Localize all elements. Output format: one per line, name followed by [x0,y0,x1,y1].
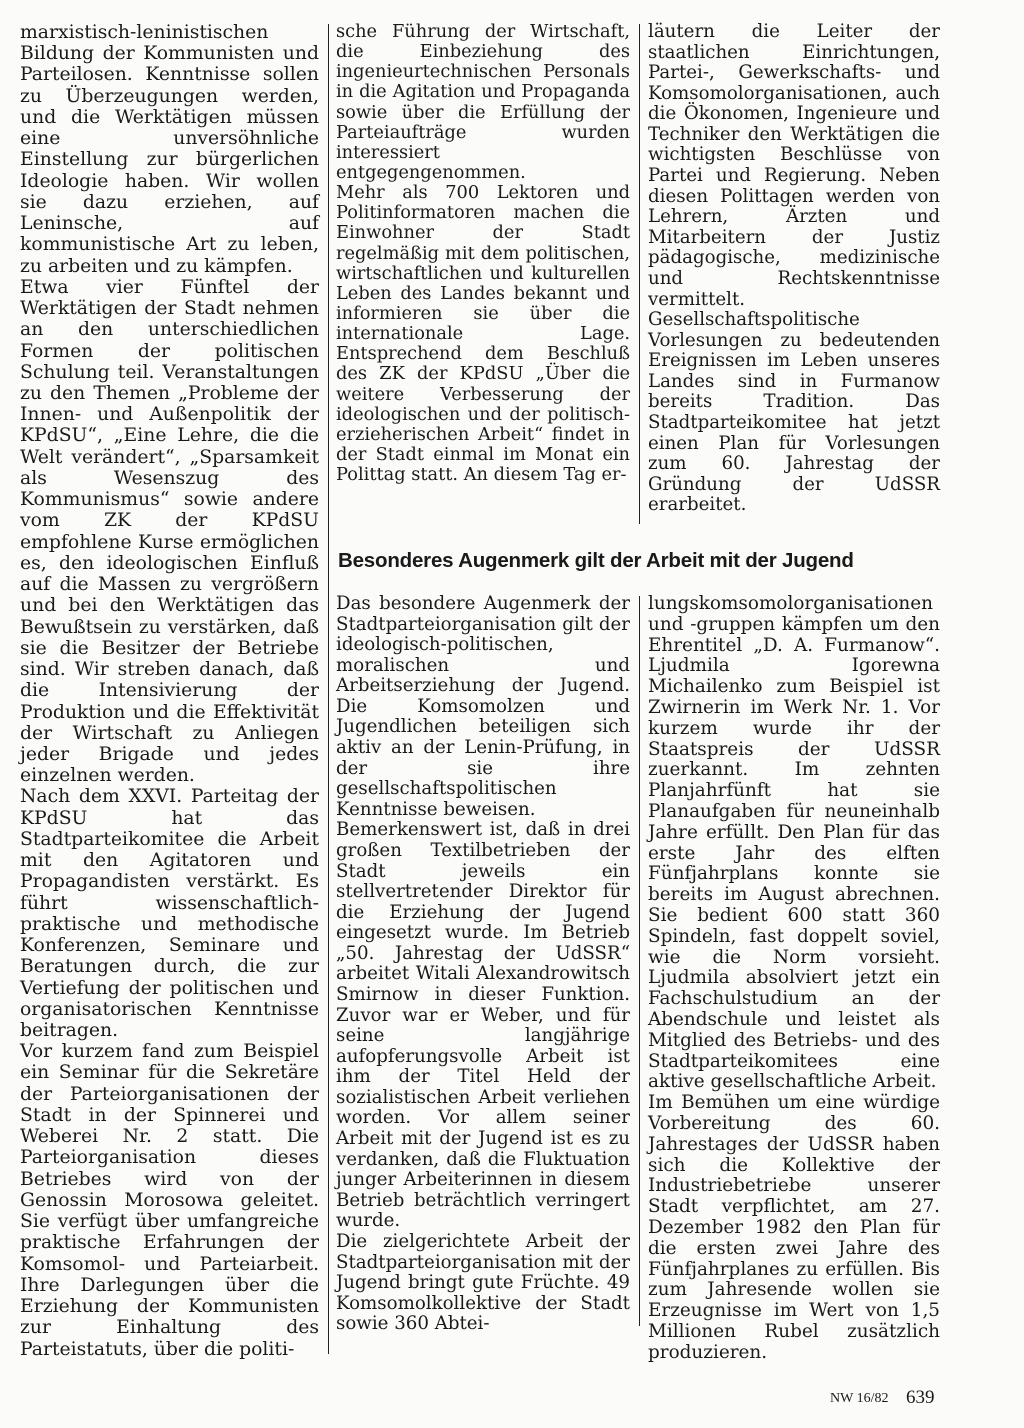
paragraph: läutern die Leiter der staatlichen Einrichtungen, Partei-, Gewerkschafts- und Komsomolorganisationen, auch die Ökonomen, Ingenieure und Techniker den Werktätigen die wichtigsten Beschlüsse von Partei und Regierung. Neben diesen Polittagen werden von Lehrern, Ärzten und Mitarbeitern der Justiz pädagogische, medizinische und Rechtskenntnisse vermittelt. [648,21,940,310]
column-divider [639,596,640,1326]
column-divider [328,24,329,1354]
paragraph: Bemerkenswert ist, daß in drei großen Textilbetrieben der Stadt jeweils ein stellvertretender Direktor für die Erziehung der Jugend eingesetzt wurde. Im Betrieb „50. Jahrestag der UdSSR“ arbeitet Witali Alexandrowitsch Smirnow in dieser Funktion. Zuvor war er Weber, und für seine langjährige aufopferungsvolle Arbeit ist ihm der Titel Held der sozialistischen Arbeit verliehen worden. Vor allem seiner Arbeit mit der Jugend ist es zu verdanken, daß die Fluktuation junger Arbeiterinnen in diesem Betrieb beträchtlich verringert wurde. [336,819,630,1232]
paragraph: Das besondere Augenmerk der Stadtparteiorganisation gilt der ideologisch-politischen, moralischen und Arbeitserziehung der Jugend. Die Komsomolzen und Jugendlichen beteiligen sich aktiv an der Lenin-Prüfung, in der sie ihre gesellschaftspolitischen Kenntnisse beweisen. [336,593,630,820]
issue-label: NW 16/82 [830,1391,889,1406]
paragraph: Nach dem XXVI. Parteitag der KPdSU hat das Stadtparteikomitee die Arbeit mit den Agitatoren und Propagandisten verstärkt. Es führt wissenschaftlich-praktische und methodische Konferenzen, Seminare und Beratungen durch, die zur Vertiefung der politischen und organisatorischen Kenntnisse beitragen. [20,786,319,1042]
article-column-2 [336,22,630,485]
page-number: 639 [906,1387,935,1408]
article-column-4 [336,594,630,1335]
paragraph: Gesellschaftspolitische Vorlesungen zu bedeutenden Ereignissen im Leben unseres Landes sind in Furmanow bereits Tradition. Das Stadtparteikomitee hat jetzt einen Plan für Vorlesungen zum 60. Jahrestag der Gründung der UdSSR erarbeitet. [648,309,940,516]
article-column-3 [648,22,940,516]
paragraph: Etwa vier Fünftel der Werktätigen der Stadt nehmen an den unterschiedlichen Formen der politischen Schulung teil. Veranstaltungen zu den Themen „Probleme der Innen- und Außenpolitik der KPdSU“, „Eine Lehre, die die Welt verändert“, „Sparsamkeit als Wesenszug des Kommunismus“ sowie andere vom ZK der KPdSU empfohlene Kurse ermöglichen es, den ideologischen Einfluß auf die Massen zu vergrößern und bei den Werktätigen das Bewußtsein zu verstärken, daß sie die Besitzer der Betriebe sind. Wir streben danach, daß die Intensivierung der Produktion und die Effektivität der Wirtschaft zu Anliegen jeder Brigade und jedes einzelnen werden. [20,276,319,787]
article-column-5 [648,594,940,1363]
article-column-1 [20,22,319,1360]
paragraph: lungskomsomolorganisationen und -gruppen kämpfen um den Ehrentitel „D. A. Furmanow“. Ljudmila Igorewna Michailenko zum Beispiel ist Zwirnerin im Werk Nr. 1. Vor kurzem wurde ihr der Staatspreis der UdSSR zuerkannt. Im zehnten Planjahrfünft hat sie Planaufgaben für neuneinhalb Jahre erfüllt. Den Plan für das erste Jahr des elften Fünfjahrplans konnte sie bereits im August abrechnen. Sie bedient 600 statt 360 Spindeln, fast doppelt soviel, wie die Norm vorsieht. Ljudmila absolviert jetzt ein Fachschulstudium an der Abendschule und leistet als Mitglied des Betriebs- und des Stadtparteikomitees eine aktive gesellschaftliche Arbeit. [648,593,940,1093]
paragraph: Im Bemühen um eine würdige Vorbereitung des 60. Jahrestages der UdSSR haben sich die Kollektive der Industriebetriebe unserer Stadt verpflichtet, am 27. Dezember 1982 den Plan für die ersten zwei Jahre des Fünfjahrplanes zu erfüllen. Bis zum Jahresende wollen sie Erzeugnisse im Wert von 1,5 Millionen Rubel zusätzlich produzieren. [648,1092,940,1363]
paragraph: Mehr als 700 Lektoren und Politinformatoren machen die Einwohner der Stadt regelmäßig mit dem politischen, wirtschaftlichen und kulturellen Leben des Landes bekannt und informieren sie über die internationale Lage. Entsprechend dem Beschluß des ZK der KPdSU „Über die weitere Verbesserung der ideologischen und der politisch-erzieherischen Arbeit“ findet in der Stadt einmal im Monat ein Polittag statt. An diesem Tag er- [336,182,630,486]
paragraph: Vor kurzem fand zum Beispiel ein Seminar für die Sekretäre der Parteiorganisationen der Stadt in der Spinnerei und Weberei Nr. 2 statt. Die Parteiorganisation dieses Betriebes wird von der Genossin Morosowa geleitet. Sie verfügt über umfangreiche praktische Erfahrungen der Komsomol- und Parteiarbeit. Ihre Darlegungen über die Erziehung der Kommunisten zur Einhaltung des Parteistatuts, über die politi- [20,1041,319,1360]
paragraph: marxistisch-leninistischen Bildung der Kommunisten und Parteilosen. Kenntnisse sollen zu Überzeugungen werden, und die Werktätigen müssen eine unversöhnliche Einstellung zur bürgerlichen Ideologie haben. Wir wollen sie dazu erziehen, auf Leninsche, auf kommunistische Art zu leben, zu arbeiten und zu kämpfen. [20,22,319,277]
paragraph: sche Führung der Wirtschaft, die Einbeziehung des ingenieurtechnischen Personals in die Agitation und Propaganda sowie über die Erfüllung der Parteiaufträge wurden interessiert entgegengenommen. [336,21,630,183]
paragraph: Die zielgerichtete Arbeit der Stadtparteiorganisation mit der Jugend bringt gute Früchte. 49 Komsomolkollektive der Stadt sowie 360 Abtei- [336,1230,630,1335]
section-headline: Besonderes Augenmerk gilt der Arbeit mit der Jugend [338,549,854,572]
column-divider [639,24,640,524]
